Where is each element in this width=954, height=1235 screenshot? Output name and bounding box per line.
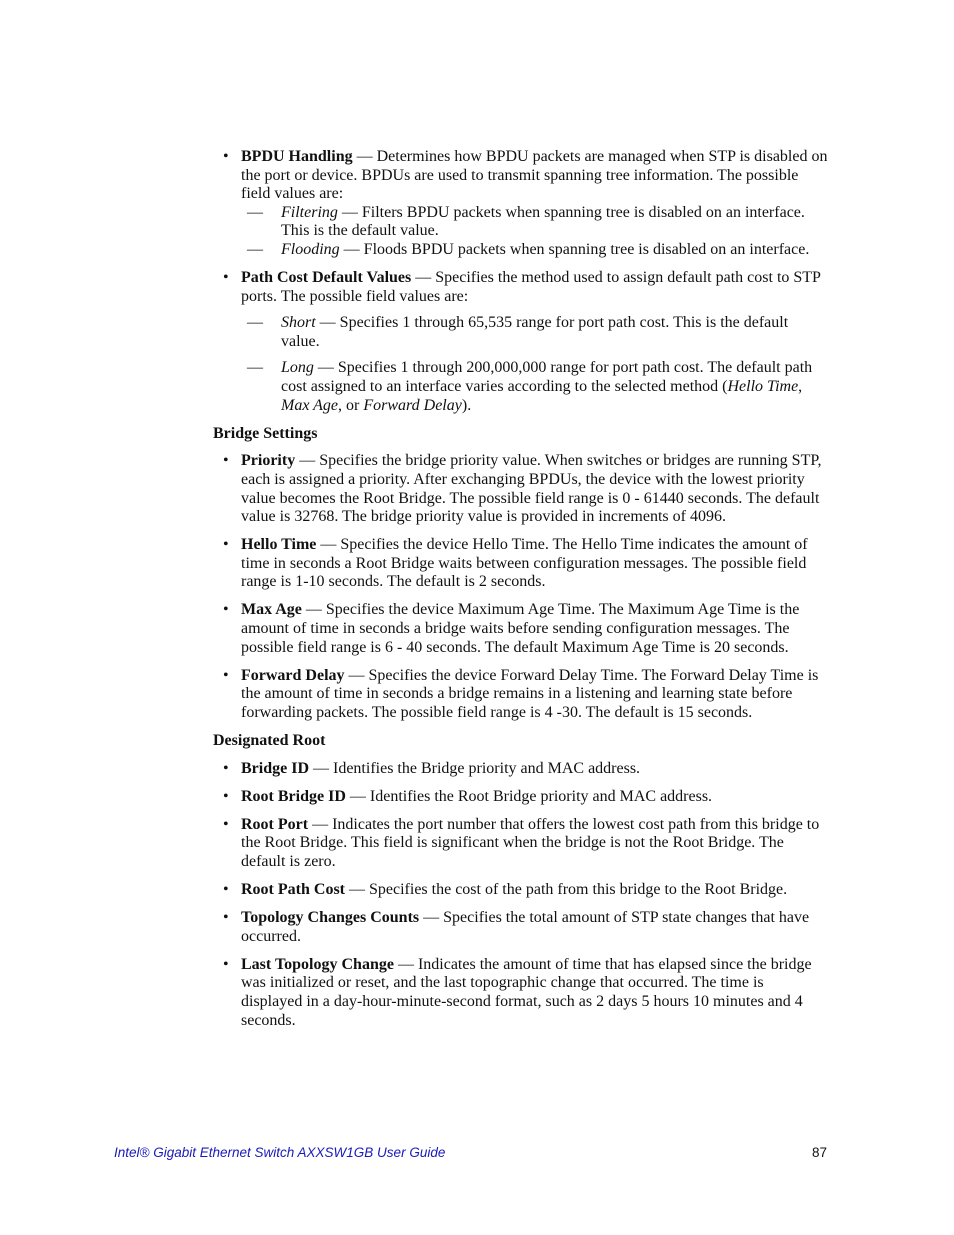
item-text: — Determines how BPDU packets are managed when STP is disabled on the port or device. BPDUs are used to transmit spanning tree information. The possible field values are: xyxy=(241,148,828,203)
bullet-icon: • xyxy=(223,536,229,554)
dash-icon: — xyxy=(247,203,263,221)
sub-end: ). xyxy=(461,396,472,414)
item-term: Path Cost Default Values xyxy=(241,269,412,287)
document-body xyxy=(213,148,828,1040)
bullet-icon: • xyxy=(223,601,229,619)
sub-item-short xyxy=(213,314,828,351)
item-term: Forward Delay xyxy=(241,666,345,684)
designated_root-item xyxy=(213,788,828,807)
item-term: Hello Time xyxy=(241,536,317,554)
item-term: Last Topology Change xyxy=(241,955,394,973)
sub-em-forward-delay: Forward Delay xyxy=(363,396,462,414)
item-text: — Specifies the method used to assign default path cost to STP ports. The possible field values are: xyxy=(241,269,821,305)
footer-document-title: Intel® Gigabit Ethernet Switch AXXSW1GB User Guide xyxy=(114,1145,446,1160)
bullet-icon: • xyxy=(223,148,229,165)
sub-term: Flooding xyxy=(281,240,340,258)
bridge-settings-list xyxy=(213,452,828,722)
bullet-icon: • xyxy=(223,759,229,777)
bridge_settings-item xyxy=(213,601,828,657)
item-term: Max Age xyxy=(241,601,302,619)
item-text: — Specifies the total amount of STP state changes that have occurred. xyxy=(241,909,810,945)
sub-item-flooding xyxy=(213,241,828,260)
item-term: Bridge ID xyxy=(241,759,309,777)
item-text: — Specifies the device Maximum Age Time. The Maximum Age Time is the amount of time in seconds a bridge waits before sending configuration messages. The possible field range is 6 - 40 seconds. The default Maximum Age Time is 20 seconds. xyxy=(241,601,800,656)
item-term: Root Path Cost xyxy=(241,881,345,899)
sub-term: Short xyxy=(281,314,316,332)
designated_root-item xyxy=(213,956,828,1030)
item-term: Root Bridge ID xyxy=(241,787,346,805)
path-cost-item xyxy=(213,269,828,415)
bullet-icon: • xyxy=(223,666,229,684)
item-text: — Identifies the Root Bridge priority and MAC address. xyxy=(345,787,713,805)
sub-sep: , or xyxy=(338,396,364,414)
item-text: — Specifies the bridge priority value. When switches or bridges are running STP, each is assigned a priority. After exchanging BPDUs, the device with the lowest priority value becomes the Root Bridge. The possible field range is 0 - 61440 seconds. The default value is 32768. The bridge priority value is provided in increments of 4096. xyxy=(241,452,822,526)
sub-text: — Filters BPDU packets when spanning tree is disabled on an interface. This is the default value. xyxy=(281,203,805,240)
sub-item-filtering xyxy=(213,204,828,241)
designated_root-item xyxy=(213,760,828,779)
bullet-icon: • xyxy=(223,955,229,973)
sub-sep: , xyxy=(798,378,803,396)
item-term: Topology Changes Counts xyxy=(241,909,420,927)
designated-root-list xyxy=(213,760,828,1031)
bridge_settings-item xyxy=(213,667,828,723)
sub-text: — Specifies 1 through 65,535 range for port path cost. This is the default value. xyxy=(281,314,789,350)
sub-term: Filtering xyxy=(281,203,338,221)
dash-icon: — xyxy=(247,240,263,258)
bullet-icon: • xyxy=(223,881,229,899)
bullet-icon: • xyxy=(223,787,229,805)
dash-icon: — xyxy=(247,359,263,377)
bullet-icon: • xyxy=(223,815,229,833)
item-text: — Specifies the cost of the path from this bridge to the Root Bridge. xyxy=(345,881,788,899)
item-text: — Specifies the device Hello Time. The Hello Time indicates the amount of time in seconds a Root Bridge waits between configuration messages. The possible field range is 1-10 seconds. The default is 2 seconds. xyxy=(241,536,808,591)
bullet-icon: • xyxy=(223,909,229,927)
item-term: Priority xyxy=(241,452,296,470)
item-term: BPDU Handling xyxy=(241,148,353,165)
designated-root-heading: Designated Root xyxy=(213,732,326,750)
sub-text: — Floods BPDU packets when spanning tree is disabled on an interface. xyxy=(339,240,810,258)
sub-term: Long xyxy=(281,359,314,377)
sub-em-max-age: Max Age xyxy=(281,396,339,414)
item-text: — Identifies the Bridge priority and MAC address. xyxy=(309,759,641,777)
sub-item-long xyxy=(213,359,828,415)
footer-page-number: 87 xyxy=(812,1145,828,1160)
item-text: — Specifies the device Forward Delay Time. The Forward Delay Time is the amount of time in seconds a bridge remains in a listening and learning state before forwarding packets. The possible field range is 4 -30. The default is 15 seconds. xyxy=(241,666,819,721)
sub-em-hello-time: Hello Time xyxy=(727,378,799,396)
dash-icon: — xyxy=(247,314,263,332)
bullet-icon: • xyxy=(223,269,229,287)
designated_root-item xyxy=(213,816,828,872)
designated_root-item xyxy=(213,909,828,946)
item-term: Root Port xyxy=(241,815,309,833)
designated_root-item xyxy=(213,881,828,900)
item-text: — Indicates the port number that offers the lowest cost path from this bridge to the Root Bridge. This field is significant when the bridge is not the Root Bridge. The default is zero. xyxy=(241,815,820,870)
sub-text: — Specifies 1 through 200,000,000 range for port path cost. The default path cost assigned to an interface varies according to the selected method ( xyxy=(281,359,813,396)
bridge_settings-item xyxy=(213,452,828,526)
item-text: — Indicates the amount of time that has elapsed since the bridge was initialized or reset, and the last topographic change that occurred. The time is displayed in a day-hour-minute-second format, such as 2 days 5 hours 10 minutes and 4 seconds. xyxy=(241,955,812,1029)
bridge-settings-heading: Bridge Settings xyxy=(213,424,318,442)
bullet-icon: • xyxy=(223,452,229,470)
bpdu-handling-item xyxy=(213,148,828,260)
bridge_settings-item xyxy=(213,536,828,592)
